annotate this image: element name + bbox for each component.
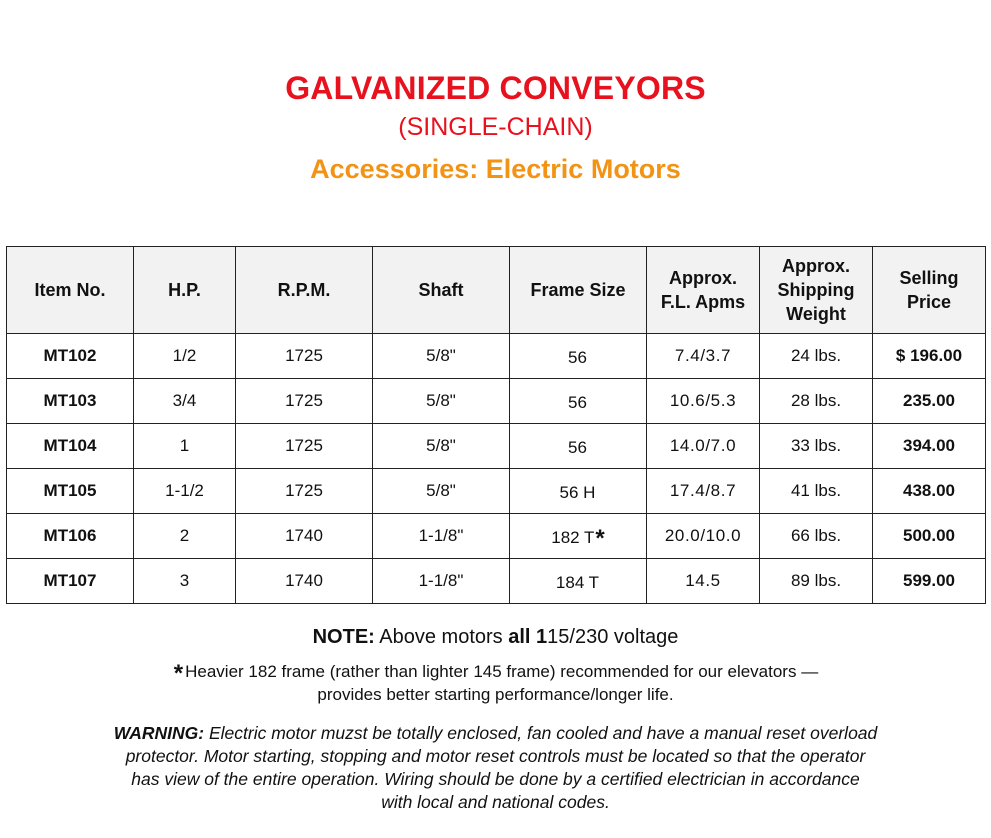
cell-item: MT104: [7, 424, 134, 469]
table-row: [7, 379, 986, 424]
cell-frame: [510, 379, 647, 424]
table-row: [7, 559, 986, 604]
warning-line: protector. Motor starting, stopping and motor reset controls must be located so that the operator: [125, 746, 866, 766]
col-header-weight-line: Shipping: [777, 280, 855, 300]
asterisk-icon: *: [595, 525, 605, 552]
cell-rpm: 1725: [236, 334, 373, 379]
table-row: [7, 334, 986, 379]
cell-item: MT103: [7, 379, 134, 424]
cell-item: MT102: [7, 334, 134, 379]
table-row: [7, 424, 986, 469]
note-label: NOTE:: [312, 626, 375, 648]
frame-value: 184 T: [555, 573, 600, 592]
cell-hp: 3/4: [134, 379, 236, 424]
cell-amps: 7.4/3.7: [647, 334, 760, 379]
cell-rpm: 1740: [236, 559, 373, 604]
footnote-text: Heavier 182 frame (rather than lighter 145 frame) recommended for our elevators —: [185, 662, 819, 681]
cell-frame: [510, 514, 647, 559]
asterisk-icon: *: [173, 660, 184, 687]
cell-frame: [510, 559, 647, 604]
note-text: Above motors: [374, 626, 509, 648]
cell-rpm: 1725: [236, 379, 373, 424]
cell-amps: 14.5: [647, 559, 760, 604]
col-header-amps: [647, 247, 760, 334]
voltage-note: [0, 626, 991, 649]
table-row: [7, 469, 986, 514]
cell-weight: 33 lbs.: [760, 424, 873, 469]
cell-shaft: 5/8": [373, 424, 510, 469]
col-header-price-line: Price: [906, 292, 952, 312]
frame-value: 182 T: [551, 528, 595, 547]
warning-note: [70, 722, 921, 814]
warning-line: with local and national codes.: [381, 792, 610, 812]
cell-frame: [510, 469, 647, 514]
cell-item: MT107: [7, 559, 134, 604]
footnote-line: provides better starting performance/longer life.: [317, 685, 674, 704]
cell-weight: 89 lbs.: [760, 559, 873, 604]
footnote-line: [120, 658, 871, 687]
warning-line: has view of the entire operation. Wiring should be done by a certified electrician in accordance: [131, 769, 860, 789]
cell-item: MT106: [7, 514, 134, 559]
cell-weight: 66 lbs.: [760, 514, 873, 559]
cell-hp: 2: [134, 514, 236, 559]
col-header-item: Item No.: [7, 247, 134, 334]
cell-item: MT105: [7, 469, 134, 514]
col-header-amps-line: Approx.: [668, 268, 737, 288]
cell-shaft: 5/8": [373, 469, 510, 514]
page-subtitle: (SINGLE-CHAIN): [398, 113, 593, 141]
cell-price: 599.00: [873, 559, 986, 604]
warning-label: WARNING:: [113, 723, 205, 743]
motors-table: [6, 246, 986, 604]
note-text: 15/230 voltage: [547, 626, 679, 648]
cell-rpm: 1740: [236, 514, 373, 559]
col-header-weight-line: Approx.: [781, 256, 850, 276]
cell-shaft: 1-1/8": [373, 514, 510, 559]
cell-hp: 3: [134, 559, 236, 604]
col-header-price: [873, 247, 986, 334]
frame-value: 56 H: [559, 483, 596, 502]
col-header-weight: [760, 247, 873, 334]
cell-shaft: 5/8": [373, 379, 510, 424]
cell-shaft: 1-1/8": [373, 559, 510, 604]
cell-weight: 41 lbs.: [760, 469, 873, 514]
cell-rpm: 1725: [236, 469, 373, 514]
cell-hp: 1: [134, 424, 236, 469]
cell-weight: 24 lbs.: [760, 334, 873, 379]
cell-hp: 1/2: [134, 334, 236, 379]
col-header-amps-line: F.L. Apms: [660, 292, 746, 312]
cell-price: 235.00: [873, 379, 986, 424]
cell-amps: 14.0/7.0: [647, 424, 760, 469]
cell-hp: 1-1/2: [134, 469, 236, 514]
cell-shaft: 5/8": [373, 334, 510, 379]
cell-price: $ 196.00: [873, 334, 986, 379]
col-header-rpm: R.P.M.: [236, 247, 373, 334]
cell-amps: 20.0/10.0: [647, 514, 760, 559]
cell-weight: 28 lbs.: [760, 379, 873, 424]
frame-value: 56: [568, 393, 587, 412]
table-header-row: [7, 247, 986, 334]
col-header-hp: H.P.: [134, 247, 236, 334]
cell-amps: 17.4/8.7: [647, 469, 760, 514]
col-header-weight-line: Weight: [786, 304, 846, 324]
col-header-shaft: Shaft: [373, 247, 510, 334]
cell-price: 394.00: [873, 424, 986, 469]
warning-line: [70, 722, 921, 745]
frame-value: 56: [568, 348, 587, 367]
col-header-price-line: Selling: [899, 268, 959, 288]
frame-footnote: [120, 658, 871, 706]
table-row: [7, 514, 986, 559]
page-title: GALVANIZED CONVEYORS: [285, 70, 706, 106]
section-heading: Accessories: Electric Motors: [310, 154, 681, 184]
cell-price: 500.00: [873, 514, 986, 559]
cell-amps: 10.6/5.3: [647, 379, 760, 424]
cell-frame: [510, 334, 647, 379]
warning-text: Electric motor muzst be totally enclosed, fan cooled and have a manual reset overload: [204, 723, 878, 743]
cell-frame: [510, 424, 647, 469]
col-header-frame: Frame Size: [510, 247, 647, 334]
cell-price: 438.00: [873, 469, 986, 514]
cell-rpm: 1725: [236, 424, 373, 469]
frame-value: 56: [568, 438, 587, 457]
note-text-bold: all 1: [508, 626, 548, 648]
